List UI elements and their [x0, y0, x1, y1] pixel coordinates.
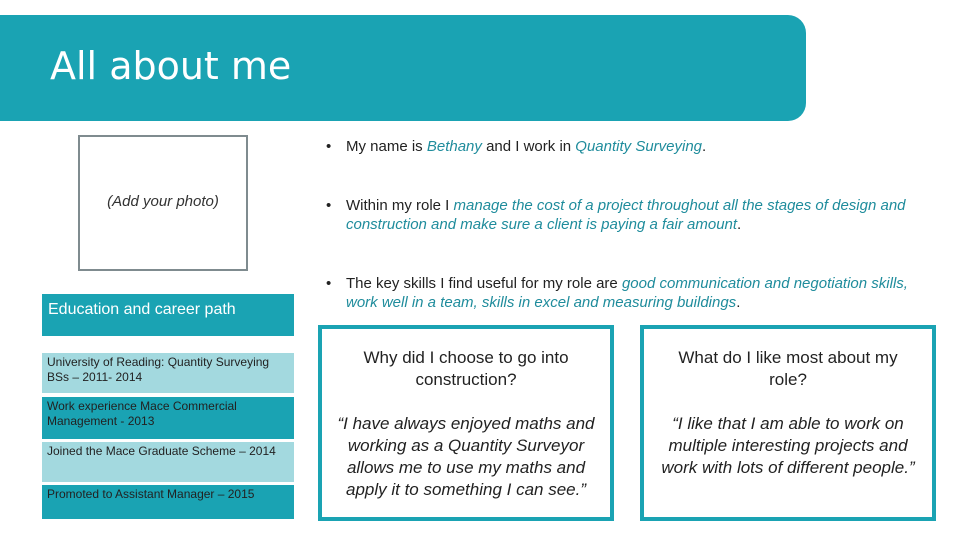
education-header: Education and career path: [42, 294, 294, 336]
bullet-highlight: Bethany: [426, 138, 482, 155]
education-item: Joined the Mace Graduate Scheme – 2014: [42, 442, 294, 482]
bullet-dot: •: [326, 197, 332, 214]
bullet-text: .: [702, 138, 707, 155]
bullet-name: [324, 137, 934, 156]
bullet-dot: •: [326, 275, 332, 292]
education-item: University of Reading: Quantity Surveying BSs – 2011- 2014: [42, 353, 294, 393]
question-title: Why did I choose to go into construction?: [363, 348, 569, 389]
education-item: Promoted to Assistant Manager – 2015: [42, 485, 294, 519]
bullet-text: .: [736, 294, 741, 311]
bullet-dot: •: [326, 138, 332, 155]
question-box-construction: [318, 325, 614, 521]
bullet-role: [324, 196, 934, 234]
bullet-highlight: manage the cost of a project throughout all the stages of design and construction and make sure a client is paying a fair amount: [346, 197, 906, 233]
bullet-text: The key skills I find useful for my role are: [346, 275, 622, 292]
bullet-text: .: [737, 216, 742, 233]
bullet-text: and I work in: [481, 138, 576, 155]
question-box-role: [640, 325, 936, 521]
bullet-text: Within my role I: [346, 197, 454, 214]
question-title: What do I like most about my role?: [678, 348, 898, 389]
bullet-text: My name is: [346, 138, 427, 155]
question-answer: “I like that I am able to work on multiple interesting projects and work with lots of different people.”: [661, 414, 915, 477]
photo-placeholder-label: (Add your photo): [107, 193, 219, 210]
bullet-highlight: good communication and negotiation skills, work well in a team, skills in excel and measuring buildings: [346, 275, 908, 311]
bullet-skills: [324, 274, 934, 312]
question-answer: “I have always enjoyed maths and working as a Quantity Surveyor allows me to use my maths and apply it to something I can see.”: [337, 414, 595, 499]
education-item: Work experience Mace Commercial Management - 2013: [42, 397, 294, 439]
bullet-highlight: Quantity Surveying: [575, 138, 703, 155]
page-title: All about me: [50, 44, 292, 88]
